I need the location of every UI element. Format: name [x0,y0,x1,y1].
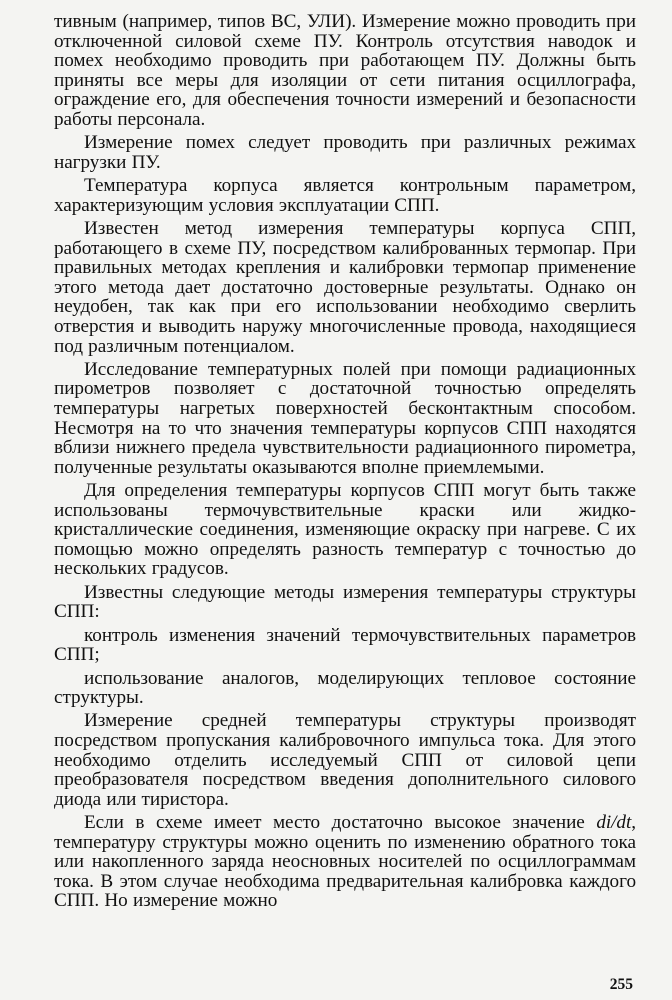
paragraph-9 [54,813,636,911]
paragraph-4: Известен метод измерения температуры корпуса СПП, работающего в схеме ПУ, посредством калиброванных термопар. При правильных методах крепления и калибровки термопар применение этого метода дает достаточно достоверные результаты. Однако он неудобен, так как при его использовании необходимо сверлить отверстия и выводить наружу многочисленные провода, находящиеся под различным потенциалом. [54,218,636,357]
formula-di-dt: di/dt [596,812,632,834]
list-item-2: использование аналогов, моделирующих тепловое состояние структуры. [54,667,636,709]
paragraph-5: Исследование температурных полей при помощи радиационных пирометров позволяет с достаточной точностью определять температуры нагретых поверхностей бесконтактным способом. Несмотря на то что значения температуры корпусов СПП находятся вблизи нижнего предела чувствительности радиационного пирометра, полученные результаты оказываются вполне приемлемыми. [54,358,636,478]
paragraph-9-lead: Если в схеме имеет место достаточно высокое значение [84,812,597,834]
paragraph-8: Измерение средней температуры структуры производят посредством пропускания калибровочного импульса тока. Для этого необходимо отделить исследуемый СПП от силовой цепи преобразователя посредством введения дополнительного силового диода или тиристора. [54,710,636,810]
list-item-1: контроль изменения значений термочувствительных параметров СПП; [54,624,636,666]
paragraph-3: Температура корпуса является контрольным параметром, характеризующим условия эксплуатации СПП. [54,175,636,216]
paragraph-2: Измерение помех следует проводить при различных режимах нагрузки ПУ. [54,132,636,173]
paragraph-1: тивным (например, типов ВС, УЛИ). Измерение можно проводить при отключенной силовой схеме ПУ. Контроль отсутствия наводок и помех необходимо проводить при работающем ПУ. Должны быть приняты все меры для изоляции от сети питания осциллографа, ограждение его, для обеспечения точности измерений и безопасности работы персонала. [54,11,636,130]
paragraph-6: Для определения температуры корпусов СПП могут быть также использованы термочувствительные краски или жидкокристаллические соединения, изменяющие окраску при нагреве. С их помощью можно определять разность температур с точностью до нескольких градусов. [54,480,636,580]
paragraph-7: Известны следующие методы измерения температуры структуры СПП: [54,581,636,623]
paragraph-9-tail: , температуру структуры можно оценить по изменению обратного тока или накопленного заряда неосновных носителей по осциллограммам тока. В этом случае необходима предварительная калибровка каждого СПП. Но измерение можно [54,812,636,912]
page-number: 255 [609,976,633,993]
page-body [54,12,636,915]
